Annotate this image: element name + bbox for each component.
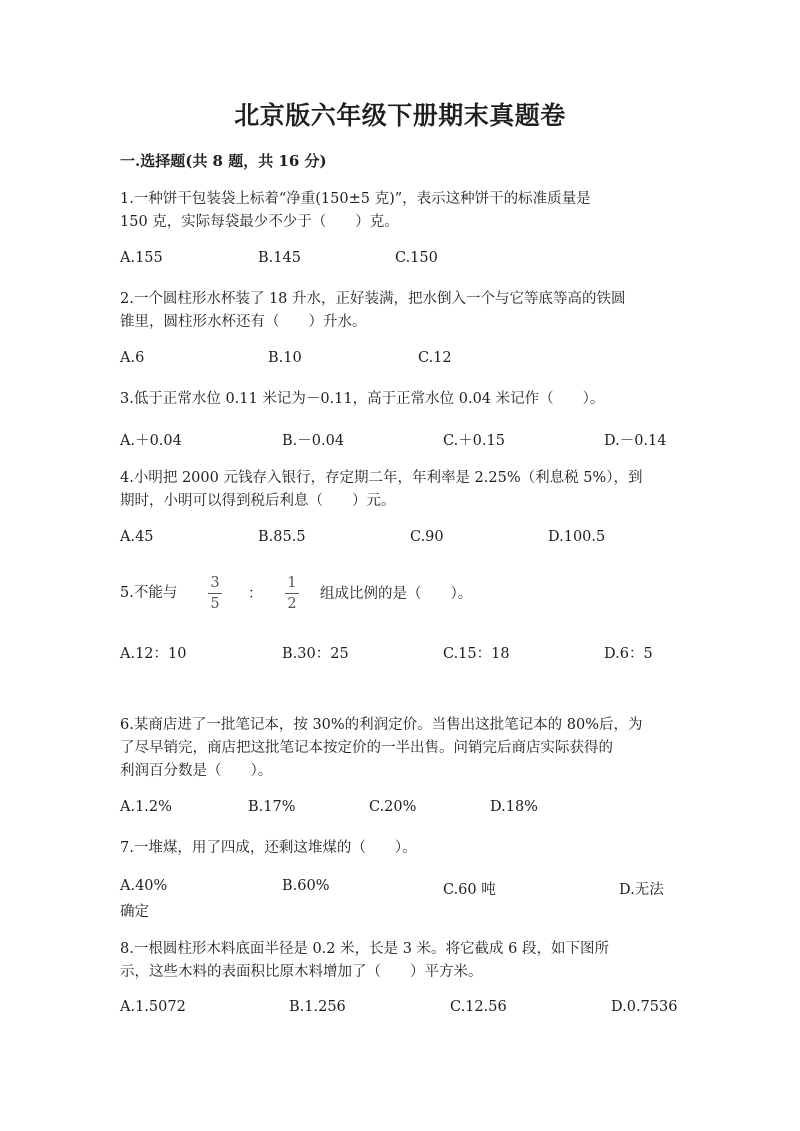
fraction-one-half: 1 2 — [285, 574, 299, 613]
option-c: C.15：18 — [443, 646, 510, 662]
question-2 — [120, 288, 626, 334]
option-d-wrap: 确定 — [120, 904, 149, 920]
option-b: B.30：25 — [282, 646, 349, 662]
question-text-line: 8.一根圆柱形木料底面半径是 0.2 米，长是 3 米。将它截成 6 段，如下图所 — [120, 941, 609, 957]
question-text-line: 6.某商店进了一批笔记本，按 30%的利润定价。当售出这批笔记本的 80%后，为 — [120, 717, 643, 733]
option-a: A.155 — [120, 250, 163, 266]
option-d: D.100.5 — [548, 529, 606, 545]
page-title: 北京版六年级下册期末真题卷 — [234, 101, 566, 130]
question-4 — [120, 467, 643, 513]
option-b: B.10 — [268, 350, 302, 366]
option-c: C.＋0.15 — [443, 433, 505, 449]
option-d: D.无法 — [619, 882, 664, 898]
option-c: C.150 — [395, 250, 438, 266]
question-5-suffix: 组成比例的是（ ）。 — [320, 586, 473, 602]
option-a: A.6 — [120, 350, 145, 366]
option-a: A.＋0.04 — [120, 433, 182, 449]
question-text-line: 1.一种饼干包装袋上标着“净重(150±5 克)”，表示这种饼干的标准质量是 — [120, 191, 591, 207]
question-text-line: 150 克，实际每袋最少不少于（ ）克。 — [120, 214, 399, 230]
option-d: D.0.7536 — [611, 999, 678, 1015]
question-text-line: 2.一个圆柱形水杯装了 18 升水，正好装满，把水倒入一个与它等底等高的铁圆 — [120, 291, 626, 307]
question-7 — [120, 837, 417, 860]
question-6 — [120, 714, 643, 783]
option-b: B.85.5 — [258, 529, 306, 545]
option-d: D.－0.14 — [604, 433, 667, 449]
option-a: A.12：10 — [120, 646, 187, 662]
option-b: B.17% — [248, 799, 296, 815]
option-d: D.6：5 — [604, 646, 653, 662]
option-b: B.－0.04 — [282, 433, 345, 449]
question-text-line: 7.一堆煤，用了四成，还剩这堆煤的（ ）。 — [120, 840, 417, 856]
option-b: B.60% — [282, 878, 330, 894]
option-b: B.1.256 — [289, 999, 346, 1015]
option-c: C.60 吨 — [443, 882, 496, 898]
question-text-line: 期时，小明可以得到税后利息（ ）元。 — [120, 493, 396, 509]
option-c: C.12.56 — [450, 999, 507, 1015]
question-text-line: 了尽早销完，商店把这批笔记本按定价的一半出售。问销完后商店实际获得的 — [120, 740, 613, 756]
option-c: C.12 — [418, 350, 452, 366]
option-a: A.1.5072 — [120, 999, 186, 1015]
option-c: C.90 — [410, 529, 444, 545]
question-text-line: 4.小明把 2000 元钱存入银行，存定期二年，年利率是 2.25%（利息税 5%），到 — [120, 470, 643, 486]
option-c: C.20% — [369, 799, 417, 815]
option-a: A.1.2% — [120, 799, 172, 815]
question-5-prefix: 5.不能与 — [120, 585, 178, 601]
question-8 — [120, 938, 609, 984]
question-1 — [120, 188, 591, 234]
question-text-line: 锥里，圆柱形水杯还有（ ）升水。 — [120, 314, 367, 330]
section-heading: 一.选择题(共 8 题，共 16 分) — [120, 152, 327, 170]
option-a: A.45 — [120, 529, 154, 545]
question-3 — [120, 388, 604, 411]
question-text-line: 3.低于正常水位 0.11 米记为－0.11，高于正常水位 0.04 米记作（ ）。 — [120, 391, 605, 407]
option-d: D.18% — [490, 799, 538, 815]
question-text-line: 示，这些木料的表面积比原木料增加了（ ）平方米。 — [120, 964, 483, 980]
option-b: B.145 — [258, 250, 301, 266]
question-text-line: 利润百分数是（ ）。 — [120, 763, 273, 779]
fraction-three-fifths: 3 5 — [208, 574, 222, 613]
ratio-colon: ： — [248, 586, 263, 602]
option-a: A.40% — [120, 878, 168, 894]
